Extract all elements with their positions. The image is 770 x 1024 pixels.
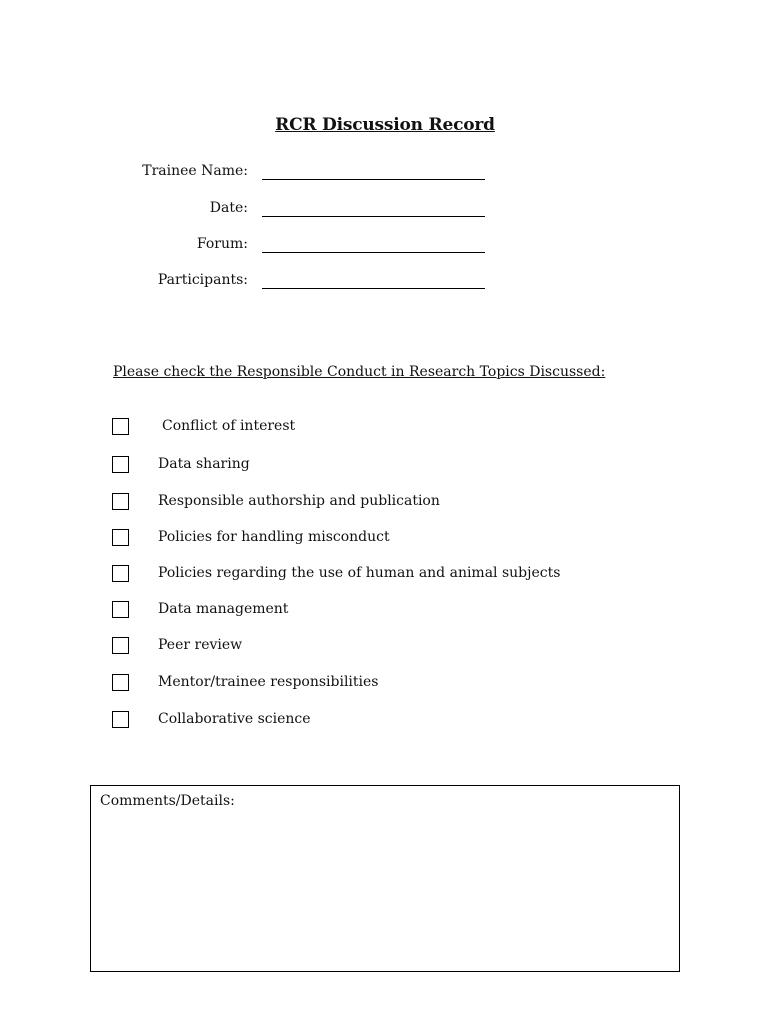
checkbox-misconduct[interactable]: [112, 529, 129, 546]
checkbox-data-management[interactable]: [112, 601, 129, 618]
date-label: Date:: [209, 200, 248, 216]
forum-label: Forum:: [196, 236, 248, 252]
participants-row: [0, 272, 500, 296]
checkbox-mentor-trainee[interactable]: [112, 674, 129, 691]
topic-label: Conflict of interest: [162, 418, 296, 434]
trainee-name-field[interactable]: [262, 179, 485, 180]
topic-item-data-sharing: [112, 456, 672, 478]
topic-item-authorship: [112, 493, 672, 515]
forum-field[interactable]: [262, 252, 485, 253]
participants-label: Participants:: [157, 272, 248, 288]
topic-label: Policies for handling misconduct: [158, 529, 390, 545]
topic-item-conflict-of-interest: [112, 418, 672, 440]
date-field[interactable]: [262, 216, 485, 217]
topic-label: Policies regarding the use of human and animal subjects: [158, 565, 561, 581]
topic-label: Mentor/trainee responsibilities: [158, 674, 379, 690]
trainee-name-label: Trainee Name:: [142, 163, 248, 179]
topic-item-misconduct: [112, 529, 672, 551]
topic-item-human-animal-subjects: [112, 565, 672, 587]
topic-item-data-management: [112, 601, 672, 623]
form-title: RCR Discussion Record: [275, 115, 495, 135]
topics-instructions: Please check the Responsible Conduct in Research Topics Discussed:: [113, 364, 606, 380]
checkbox-human-animal-subjects[interactable]: [112, 565, 129, 582]
checkbox-data-sharing[interactable]: [112, 456, 129, 473]
topic-label: Data management: [158, 601, 289, 617]
topic-label: Responsible authorship and publication: [158, 493, 440, 509]
comments-textarea[interactable]: [90, 785, 680, 972]
comments-label: Comments/Details:: [100, 793, 235, 809]
checkbox-collaborative-science[interactable]: [112, 711, 129, 728]
topic-item-collaborative-science: [112, 711, 672, 733]
topic-label: Data sharing: [158, 456, 250, 472]
checkbox-authorship[interactable]: [112, 493, 129, 510]
participants-field[interactable]: [262, 288, 485, 289]
date-row: [0, 200, 500, 224]
topic-item-mentor-trainee: [112, 674, 672, 696]
checkbox-conflict-of-interest[interactable]: [112, 418, 129, 435]
trainee-name-row: [0, 163, 500, 187]
topic-label: Collaborative science: [158, 711, 311, 727]
topic-item-peer-review: [112, 637, 672, 659]
checkbox-peer-review[interactable]: [112, 637, 129, 654]
forum-row: [0, 236, 500, 260]
topic-label: Peer review: [158, 637, 243, 653]
